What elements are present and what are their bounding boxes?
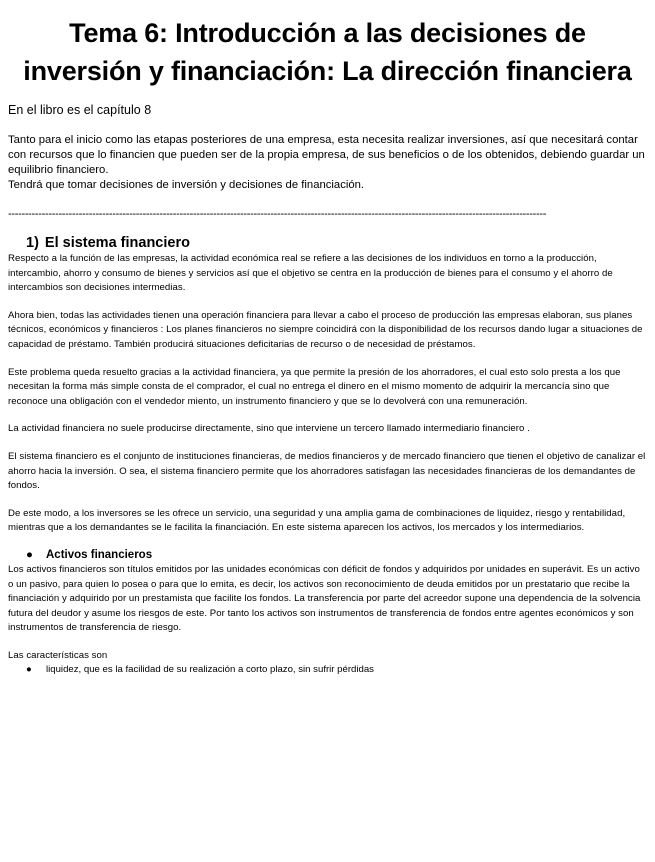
body-paragraph: Este problema queda resuelto gracias a la actividad financiera, ya que permite la presión de los ahorradores, el cual esto solo presta a los que necesitan la forma más simple consta de el comprador, el cual no entrega el dinero en el mismo momento de adquirir la mercancía sino que reconoce una obligación con el vendedor miento, un instrumento financiero y que se lo devolverá con una remuneración. [8,366,621,407]
dashed-separator: ---------------------------------------------------------------------------------------------------------------------------------------------------------------- [8,208,547,220]
document-title: Tema 6: Introducción a las decisiones de inversión y financiación: La dirección financiera [23,18,632,86]
intro-block [8,133,647,193]
bullet-icon: ● [26,548,33,561]
section-number: 1) [26,235,39,251]
body-paragraph: El sistema financiero es el conjunto de instituciones financieras, de medios financieros y de mercado financiero que tienen el objetivo de canalizar el ahorro hacia la inversión. O sea, el sistema financiero permite que los ahorradores satisfagan las necesidades financieras de los demandantes de fondos. [8,450,646,492]
subsection-heading-text: Activos financieros [46,548,153,561]
body-paragraph: Los activos financieros son títulos emitidos por las unidades económicas con déficit de fondos y adquiridos por unidades en superávit. Es un activo o un pasivo, para quien lo posea o para que lo emita, es decir, los activos son reconocimiento de deuda emitidos por un prestatario que recibe la financiación y adquirido por un prestamista que facilite los fondos. La transferencia por parte del acreedor supone una dependencia de la solvencia futura del deudor y asume los riesgos de este. Por tanto los activos son instrumentos de transferencia de fondos entre agentes económicos y son instrumentos de transferencia de riesgo. [8,563,641,634]
section-heading-text: El sistema financiero [44,235,190,251]
subtitle-note: En el libro es el capítulo 8 [8,103,152,117]
list-item-text: liquidez, que es la facilidad de su realización a corto plazo, sin sufrir pérdidas [46,664,374,676]
body-paragraph: La actividad financiera no suele producirse directamente, sino que interviene un tercero llamado intermediario financiero . [8,423,530,435]
body-paragraph: De este modo, a los inversores se les ofrece un servicio, una seguridad y una amplia gama de combinaciones de liquidez, riesgo y rentabilidad, mientras que a los demandantes se le facilita la financiación. En este sistema aparecen los activos, los mercados y los intermediarios. [8,507,626,534]
body-paragraph: Respecto a la función de las empresas, la actividad económica real se refiere a las decisiones de los individuos en torno a la producción, intercambio, ahorro y consumo de bienes y servicios así que el objetivo se centra en la producción de bienes para el consumo y el ahorro de intercambios son decisiones intermedias. [8,253,613,294]
intro-paragraph: Tanto para el inicio como las etapas posteriores de una empresa, esta necesita realizar inversiones, así que necesitará contar con recursos que lo financien que pueden ser de la propia empresa, de sus beneficios o de los obtenidos, debiendo guardar un equilibrio financiero. [8,134,645,176]
body-paragraph: Ahora bien, todas las actividades tienen una operación financiera para llevar a cabo el proceso de producción las empresas elaboran, sus planes técnicos, económicos y financieros : Los planes financieros no siempre coincidirá con la disponibilidad de los recursos dando lugar a situaciones de capacidad de préstamo. También producirá situaciones deficitarias de recurso o de necesidad de préstamos. [8,309,643,350]
bullet-icon: ● [26,664,32,676]
document-page [0,14,655,862]
intro-paragraph: Tendrá que tomar decisiones de inversión y decisiones de financiación. [8,179,365,191]
characteristics-intro: Las características son [8,649,108,661]
list-item [26,663,647,677]
subsection-heading [26,548,647,563]
section-heading [26,234,647,252]
